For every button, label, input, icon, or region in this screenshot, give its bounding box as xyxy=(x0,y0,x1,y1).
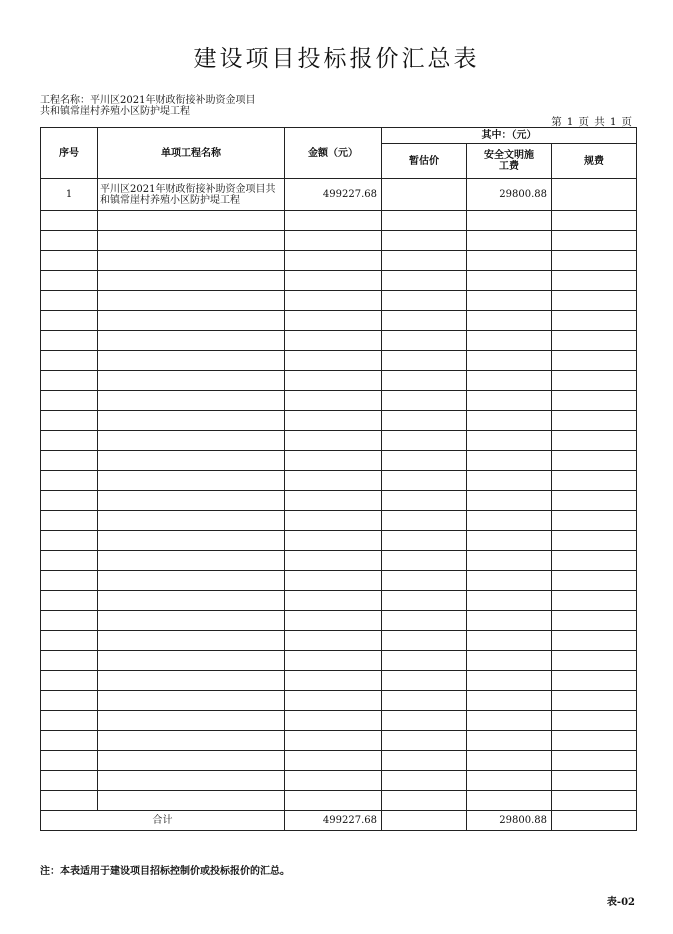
empty-cell xyxy=(98,611,285,631)
page-current: 1 xyxy=(566,116,575,128)
header-seq: 序号 xyxy=(41,128,98,179)
empty-row xyxy=(41,531,637,551)
empty-cell xyxy=(285,691,382,711)
cell-amount: 499227.68 xyxy=(285,179,382,211)
empty-cell xyxy=(41,271,98,291)
empty-cell xyxy=(382,271,467,291)
empty-cell xyxy=(285,291,382,311)
header-amount: 金额（元） xyxy=(285,128,382,179)
empty-cell xyxy=(467,491,552,511)
empty-cell xyxy=(98,791,285,811)
empty-cell xyxy=(98,751,285,771)
empty-cell xyxy=(552,471,637,491)
empty-cell xyxy=(285,371,382,391)
empty-cell xyxy=(98,411,285,431)
empty-cell xyxy=(552,371,637,391)
empty-row xyxy=(41,231,637,251)
empty-cell xyxy=(382,411,467,431)
empty-row xyxy=(41,211,637,231)
empty-row xyxy=(41,671,637,691)
empty-cell xyxy=(467,451,552,471)
empty-cell xyxy=(285,211,382,231)
empty-cell xyxy=(382,311,467,331)
empty-cell xyxy=(285,231,382,251)
empty-cell xyxy=(467,271,552,291)
empty-cell xyxy=(98,391,285,411)
empty-row xyxy=(41,711,637,731)
empty-cell xyxy=(382,791,467,811)
empty-cell xyxy=(285,451,382,471)
empty-cell xyxy=(98,291,285,311)
empty-cell xyxy=(285,531,382,551)
header-safety: 安全文明施工费 xyxy=(467,144,552,179)
empty-cell xyxy=(98,471,285,491)
empty-cell xyxy=(41,471,98,491)
empty-cell xyxy=(467,211,552,231)
empty-cell xyxy=(98,431,285,451)
empty-cell xyxy=(467,371,552,391)
header-name: 单项工程名称 xyxy=(98,128,285,179)
empty-cell xyxy=(552,771,637,791)
empty-cell xyxy=(98,511,285,531)
empty-cell xyxy=(552,791,637,811)
empty-cell xyxy=(552,511,637,531)
form-number: 表-02 xyxy=(606,897,635,908)
empty-cell xyxy=(285,671,382,691)
empty-row xyxy=(41,331,637,351)
empty-cell xyxy=(41,531,98,551)
empty-row xyxy=(41,311,637,331)
empty-cell xyxy=(467,351,552,371)
empty-cell xyxy=(41,211,98,231)
empty-cell xyxy=(552,251,637,271)
empty-row xyxy=(41,451,637,471)
empty-cell xyxy=(98,671,285,691)
empty-cell xyxy=(285,771,382,791)
empty-cell xyxy=(41,411,98,431)
empty-cell xyxy=(285,551,382,571)
empty-cell xyxy=(552,591,637,611)
empty-row xyxy=(41,651,637,671)
empty-cell xyxy=(382,211,467,231)
empty-cell xyxy=(382,331,467,351)
total-amount: 499227.68 xyxy=(285,811,382,831)
empty-cell xyxy=(552,351,637,371)
project-name: 工程名称：平川区2021年财政衔接补助资金项目共和镇常崖村养殖小区防护堤工程 xyxy=(40,95,256,117)
empty-cell xyxy=(41,511,98,531)
empty-cell xyxy=(41,491,98,511)
empty-cell xyxy=(98,491,285,511)
empty-cell xyxy=(467,251,552,271)
cell-fees xyxy=(552,179,637,211)
empty-cell xyxy=(552,551,637,571)
empty-cell xyxy=(41,431,98,451)
page-mid: 页 共 xyxy=(578,116,606,128)
page-total: 1 xyxy=(609,116,618,128)
empty-cell xyxy=(552,291,637,311)
empty-row xyxy=(41,431,637,451)
empty-cell xyxy=(98,451,285,471)
empty-cell xyxy=(41,791,98,811)
empty-cell xyxy=(552,311,637,331)
empty-row xyxy=(41,351,637,371)
empty-cell xyxy=(41,591,98,611)
empty-row xyxy=(41,271,637,291)
total-label: 合计 xyxy=(41,811,285,831)
empty-cell xyxy=(467,231,552,251)
empty-cell xyxy=(382,251,467,271)
empty-cell xyxy=(41,351,98,371)
header-fees: 规费 xyxy=(552,144,637,179)
empty-cell xyxy=(382,551,467,571)
empty-cell xyxy=(382,471,467,491)
empty-row xyxy=(41,631,637,651)
empty-cell xyxy=(552,611,637,631)
header-of-which: 其中：（元） xyxy=(382,128,637,144)
empty-cell xyxy=(467,391,552,411)
empty-cell xyxy=(41,251,98,271)
empty-cell xyxy=(382,711,467,731)
empty-cell xyxy=(41,571,98,591)
page-title: 建设项目投标报价汇总表 xyxy=(193,46,480,72)
empty-cell xyxy=(98,531,285,551)
empty-cell xyxy=(552,491,637,511)
empty-cell xyxy=(98,331,285,351)
empty-cell xyxy=(382,571,467,591)
table-row xyxy=(41,179,637,211)
empty-cell xyxy=(552,751,637,771)
empty-cell xyxy=(41,451,98,471)
cell-provisional xyxy=(382,179,467,211)
empty-cell xyxy=(382,391,467,411)
empty-cell xyxy=(467,531,552,551)
empty-cell xyxy=(382,751,467,771)
empty-row xyxy=(41,391,637,411)
empty-cell xyxy=(285,571,382,591)
total-provisional xyxy=(382,811,467,831)
empty-cell xyxy=(467,751,552,771)
empty-row xyxy=(41,571,637,591)
empty-cell xyxy=(285,311,382,331)
empty-cell xyxy=(552,731,637,751)
empty-row xyxy=(41,751,637,771)
empty-cell xyxy=(552,211,637,231)
empty-cell xyxy=(98,691,285,711)
header-provisional: 暂估价 xyxy=(382,144,467,179)
empty-cell xyxy=(382,531,467,551)
empty-cell xyxy=(382,591,467,611)
empty-cell xyxy=(41,331,98,351)
empty-row xyxy=(41,791,637,811)
empty-cell xyxy=(467,631,552,651)
empty-cell xyxy=(552,691,637,711)
empty-cell xyxy=(552,431,637,451)
empty-row xyxy=(41,591,637,611)
empty-cell xyxy=(98,771,285,791)
empty-cell xyxy=(467,611,552,631)
empty-cell xyxy=(552,531,637,551)
empty-cell xyxy=(41,731,98,751)
empty-cell xyxy=(285,611,382,631)
empty-cell xyxy=(41,751,98,771)
empty-row xyxy=(41,251,637,271)
empty-cell xyxy=(467,511,552,531)
empty-cell xyxy=(98,211,285,231)
empty-row xyxy=(41,771,637,791)
empty-cell xyxy=(552,231,637,251)
empty-cell xyxy=(41,311,98,331)
empty-cell xyxy=(41,391,98,411)
empty-row xyxy=(41,471,637,491)
empty-cell xyxy=(41,651,98,671)
empty-cell xyxy=(467,711,552,731)
empty-cell xyxy=(467,311,552,331)
empty-cell xyxy=(552,271,637,291)
empty-cell xyxy=(467,331,552,351)
empty-cell xyxy=(382,631,467,651)
empty-cell xyxy=(98,251,285,271)
empty-cell xyxy=(285,251,382,271)
empty-cell xyxy=(467,791,552,811)
empty-cell xyxy=(382,231,467,251)
empty-cell xyxy=(41,711,98,731)
cell-safety: 29800.88 xyxy=(467,179,552,211)
empty-cell xyxy=(98,711,285,731)
empty-cell xyxy=(98,551,285,571)
empty-cell xyxy=(41,231,98,251)
empty-cell xyxy=(285,651,382,671)
empty-cell xyxy=(98,631,285,651)
empty-cell xyxy=(98,731,285,751)
empty-cell xyxy=(552,331,637,351)
empty-cell xyxy=(467,571,552,591)
empty-row xyxy=(41,371,637,391)
empty-row xyxy=(41,411,637,431)
empty-row xyxy=(41,511,637,531)
empty-cell xyxy=(467,671,552,691)
empty-cell xyxy=(382,291,467,311)
empty-cell xyxy=(467,771,552,791)
empty-cell xyxy=(552,451,637,471)
empty-cell xyxy=(285,331,382,351)
empty-row xyxy=(41,691,637,711)
empty-cell xyxy=(41,611,98,631)
empty-cell xyxy=(41,691,98,711)
total-row xyxy=(41,811,637,831)
empty-cell xyxy=(552,651,637,671)
empty-cell xyxy=(382,611,467,631)
empty-row xyxy=(41,611,637,631)
empty-cell xyxy=(98,651,285,671)
empty-cell xyxy=(382,671,467,691)
empty-cell xyxy=(285,411,382,431)
empty-cell xyxy=(467,431,552,451)
empty-cell xyxy=(41,631,98,651)
empty-cell xyxy=(552,411,637,431)
total-safety: 29800.88 xyxy=(467,811,552,831)
empty-cell xyxy=(467,471,552,491)
empty-cell xyxy=(98,571,285,591)
empty-cell xyxy=(382,691,467,711)
empty-cell xyxy=(98,591,285,611)
empty-cell xyxy=(285,751,382,771)
empty-cell xyxy=(285,391,382,411)
empty-cell xyxy=(467,411,552,431)
empty-cell xyxy=(552,571,637,591)
empty-cell xyxy=(41,551,98,571)
empty-cell xyxy=(467,291,552,311)
empty-cell xyxy=(467,691,552,711)
empty-cell xyxy=(41,291,98,311)
total-fees xyxy=(552,811,637,831)
empty-cell xyxy=(285,791,382,811)
empty-cell xyxy=(285,471,382,491)
page-prefix: 第 xyxy=(551,116,563,128)
page-suffix: 页 xyxy=(621,116,633,128)
empty-cell xyxy=(467,651,552,671)
empty-cell xyxy=(382,371,467,391)
empty-cell xyxy=(382,651,467,671)
empty-cell xyxy=(552,711,637,731)
empty-cell xyxy=(285,351,382,371)
empty-cell xyxy=(382,771,467,791)
empty-row xyxy=(41,491,637,511)
footnote: 注：本表适用于建设项目招标控制价或投标报价的汇总。 xyxy=(40,866,290,877)
empty-cell xyxy=(285,511,382,531)
empty-cell xyxy=(382,491,467,511)
empty-cell xyxy=(98,311,285,331)
empty-cell xyxy=(382,451,467,471)
empty-cell xyxy=(382,511,467,531)
empty-cell xyxy=(382,731,467,751)
empty-cell xyxy=(552,631,637,651)
empty-cell xyxy=(285,491,382,511)
empty-cell xyxy=(285,271,382,291)
empty-cell xyxy=(285,591,382,611)
empty-cell xyxy=(41,371,98,391)
empty-cell xyxy=(98,371,285,391)
empty-cell xyxy=(285,731,382,751)
empty-cell xyxy=(382,431,467,451)
empty-cell xyxy=(285,631,382,651)
empty-cell xyxy=(382,351,467,371)
empty-cell xyxy=(552,671,637,691)
empty-cell xyxy=(467,551,552,571)
empty-cell xyxy=(467,591,552,611)
empty-row xyxy=(41,291,637,311)
cell-seq: 1 xyxy=(41,179,98,211)
empty-cell xyxy=(552,391,637,411)
empty-cell xyxy=(285,431,382,451)
empty-cell xyxy=(98,351,285,371)
empty-cell xyxy=(41,771,98,791)
summary-table xyxy=(40,127,637,831)
empty-row xyxy=(41,551,637,571)
empty-cell xyxy=(98,271,285,291)
empty-cell xyxy=(98,231,285,251)
empty-cell xyxy=(41,671,98,691)
empty-cell xyxy=(467,731,552,751)
cell-name: 平川区2021年财政衔接补助资金项目共和镇常崖村养殖小区防护堤工程 xyxy=(98,179,285,211)
empty-row xyxy=(41,731,637,751)
empty-cell xyxy=(285,711,382,731)
